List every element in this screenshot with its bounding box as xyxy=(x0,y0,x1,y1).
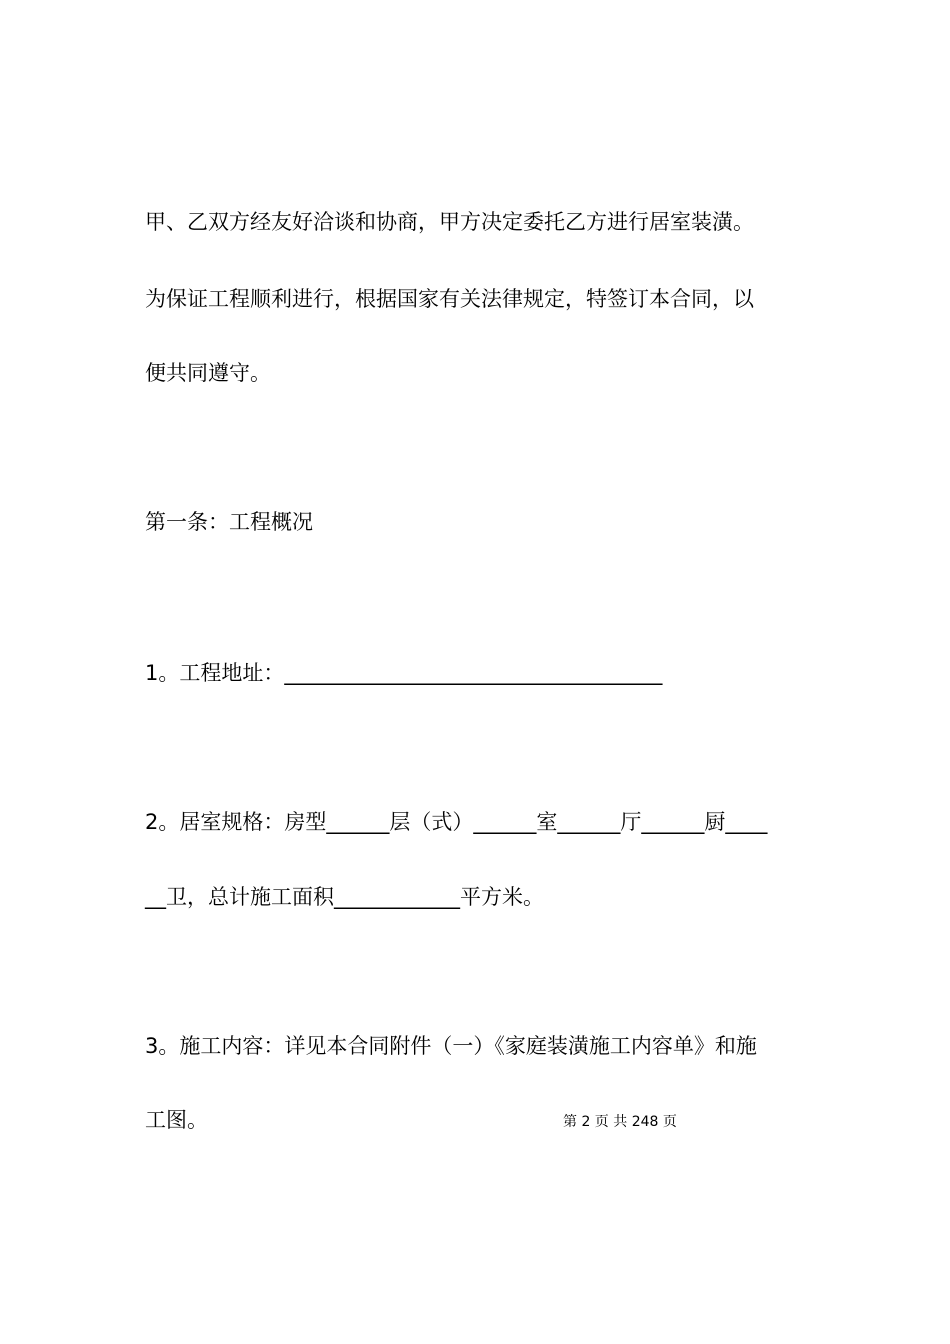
article-1-heading: 第一条：工程概况 xyxy=(145,510,313,534)
intro-paragraph-line-3: 便共同遵守。 xyxy=(145,361,271,385)
intro-paragraph-line-2: 为保证工程顺利进行，根据国家有关法律规定，特签订本合同，以 xyxy=(145,287,754,311)
item-2-room-spec-line-1: 2。居室规格：房型______层（式）______室______厅______厨____ xyxy=(145,810,768,834)
item-3-construction-content-line-1: 3。施工内容：详见本合同附件（一）《家庭装潢施工内容单》和施 xyxy=(145,1034,757,1058)
item-2-room-spec-line-2: __卫，总计施工面积____________平方米。 xyxy=(145,885,544,909)
page-number-footer: 第 2 页 共 248 页 xyxy=(563,1114,677,1130)
intro-paragraph-line-1: 甲、乙双方经友好洽谈和协商，甲方决定委托乙方进行居室装潢。 xyxy=(145,210,754,234)
item-3-construction-content-line-2: 工图。 xyxy=(145,1108,208,1132)
item-1-project-address: 1。工程地址：____________________________________ xyxy=(145,661,663,685)
